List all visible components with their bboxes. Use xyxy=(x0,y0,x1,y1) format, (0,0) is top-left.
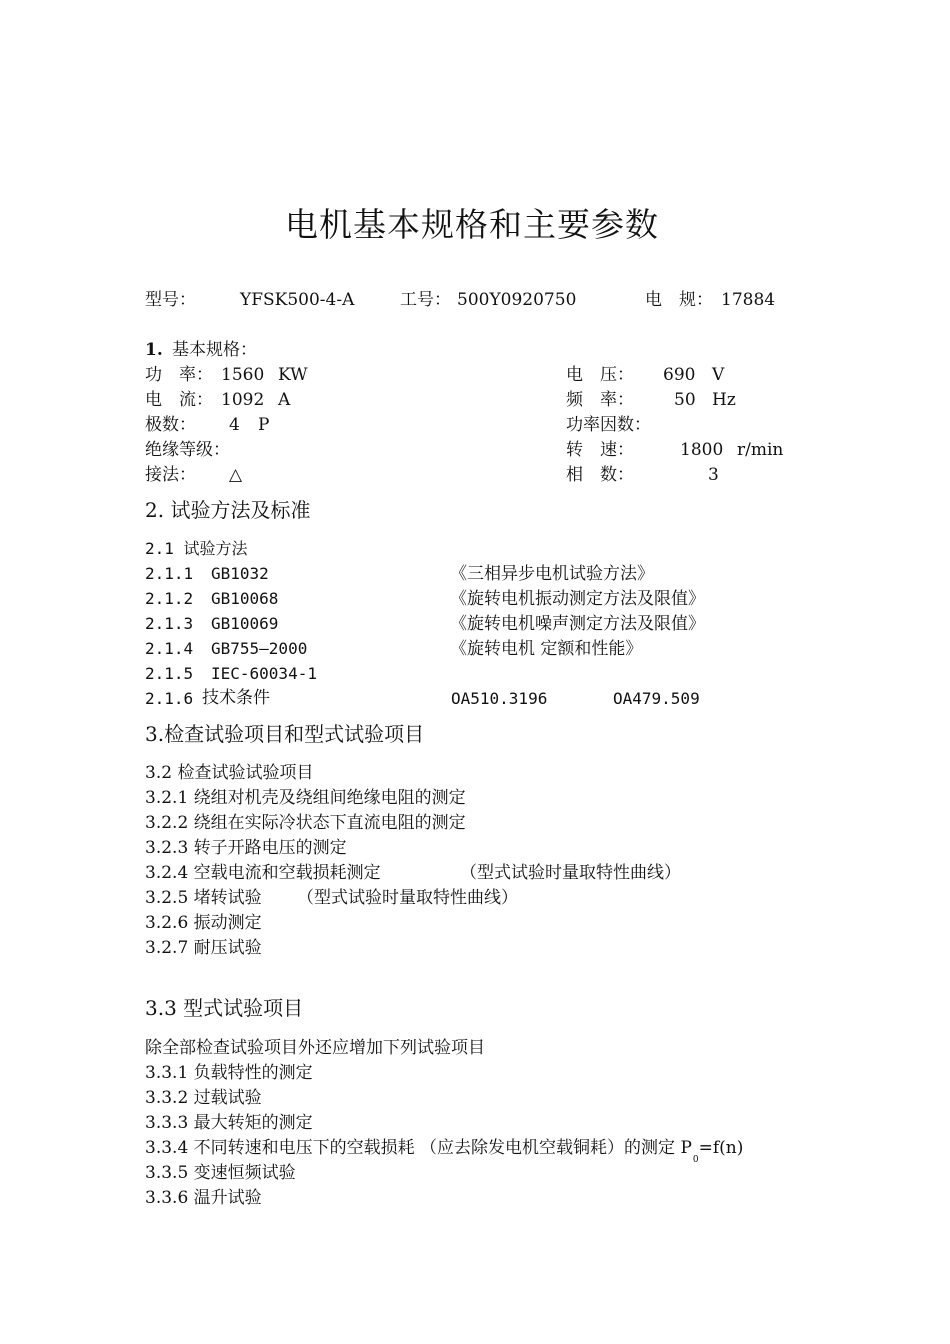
section2-heading: 2. 试验方法及标准 xyxy=(145,498,311,522)
model-value: YFSK500-4-A xyxy=(240,290,355,310)
phase-label: 相 数： xyxy=(566,465,634,485)
check-item: 3.2.1 绕组对机壳及绕组间绝缘电阻的测定 xyxy=(145,788,466,808)
method-num: 2.1.3 xyxy=(145,614,194,633)
formula-tail: =f(n) xyxy=(698,1138,744,1158)
check-item: 3.2.2 绕组在实际冷状态下直流电阻的测定 xyxy=(145,813,466,833)
model-label: 型号： xyxy=(145,290,196,310)
type-test-item: 3.3.2 过载试验 xyxy=(145,1088,262,1108)
type-test-item: 3.3.5 变速恒频试验 xyxy=(145,1163,296,1183)
method-code: GB755—2000 xyxy=(211,639,308,658)
poles-unit: P xyxy=(258,415,270,435)
spec-label: 电 规： xyxy=(645,290,713,310)
type-test-item: 3.3.4 不同转速和电压下的空载损耗 （应去除发电机空载铜耗）的测定 P xyxy=(145,1138,692,1158)
poles-value: 4 xyxy=(229,415,240,435)
tech-num: 2.1.6 xyxy=(145,689,194,708)
method-code: IEC-60034-1 xyxy=(211,664,317,683)
section33-intro: 除全部检查试验项目外还应增加下列试验项目 xyxy=(145,1038,485,1058)
method-num: 2.1.1 xyxy=(145,564,194,583)
tech-code-2: OA479.509 xyxy=(613,689,700,708)
frequency-value: 50 xyxy=(674,390,696,410)
voltage-value: 690 xyxy=(663,365,696,385)
work-no-label: 工号： xyxy=(400,290,451,310)
tech-code-1: OA510.3196 xyxy=(451,689,548,708)
check-item-note: （型式试验时量取特性曲线） xyxy=(297,888,518,908)
method-desc: 《旋转电机 定额和性能》 xyxy=(450,639,643,659)
method-num: 2.1.2 xyxy=(145,589,194,608)
section2-subheading: 2.1 试验方法 xyxy=(145,539,248,558)
type-test-item: 3.3.6 温升试验 xyxy=(145,1188,262,1208)
check-item-note: （型式试验时量取特性曲线） xyxy=(460,863,681,883)
current-value: 1092 xyxy=(221,390,265,410)
speed-label: 转 速： xyxy=(566,440,634,460)
voltage-unit: V xyxy=(712,365,725,385)
formula-subscript: 0 xyxy=(692,1155,699,1165)
method-desc: 《旋转电机噪声测定方法及限值》 xyxy=(450,614,705,634)
frequency-label: 频 率： xyxy=(566,390,634,410)
connection-value: △ xyxy=(229,465,243,485)
work-no-value: 500Y0920750 xyxy=(457,290,577,310)
type-test-item: 3.3.1 负载特性的测定 xyxy=(145,1063,313,1083)
method-code: GB10068 xyxy=(211,589,279,608)
type-test-item: 3.3.3 最大转矩的测定 xyxy=(145,1113,313,1133)
power-factor-label: 功率因数： xyxy=(566,415,651,435)
section33-heading: 3.3 型式试验项目 xyxy=(145,996,304,1020)
frequency-unit: Hz xyxy=(712,390,736,410)
section3-heading: 3.检查试验项目和型式试验项目 xyxy=(145,722,425,746)
check-item: 3.2.6 振动测定 xyxy=(145,913,262,933)
method-num: 2.1.5 xyxy=(145,664,194,683)
power-value: 1560 xyxy=(221,365,265,385)
method-desc: 《旋转电机振动测定方法及限值》 xyxy=(450,589,705,609)
poles-label: 极数： xyxy=(145,415,196,435)
spec-value: 17884 xyxy=(721,290,776,310)
power-label: 功 率： xyxy=(145,365,213,385)
section1-heading: 基本规格： xyxy=(172,340,257,360)
check-item: 3.2.4 空载电流和空载损耗测定 xyxy=(145,863,381,883)
section1-number: 1. xyxy=(145,340,163,360)
check-item: 3.2 检查试验试验项目 xyxy=(145,763,314,783)
insulation-label: 绝缘等级： xyxy=(145,440,230,460)
current-unit: A xyxy=(278,390,291,410)
tech-label: 技术条件 xyxy=(202,688,270,708)
method-code: GB1032 xyxy=(211,564,269,583)
page-title: 电机基本规格和主要参数 xyxy=(285,205,659,244)
power-unit: KW xyxy=(278,365,308,385)
type-test-item-formula xyxy=(145,1138,744,1165)
connection-label: 接法： xyxy=(145,465,196,485)
method-num: 2.1.4 xyxy=(145,639,194,658)
speed-unit: r/min xyxy=(737,440,784,460)
check-item: 3.2.7 耐压试验 xyxy=(145,938,262,958)
method-code: GB10069 xyxy=(211,614,279,633)
phase-value: 3 xyxy=(708,465,719,485)
voltage-label: 电 压： xyxy=(566,365,634,385)
method-desc: 《三相异步电机试验方法》 xyxy=(450,564,654,584)
check-item: 3.2.3 转子开路电压的测定 xyxy=(145,838,347,858)
speed-value: 1800 xyxy=(680,440,724,460)
check-item: 3.2.5 堵转试验 xyxy=(145,888,262,908)
current-label: 电 流： xyxy=(145,390,213,410)
